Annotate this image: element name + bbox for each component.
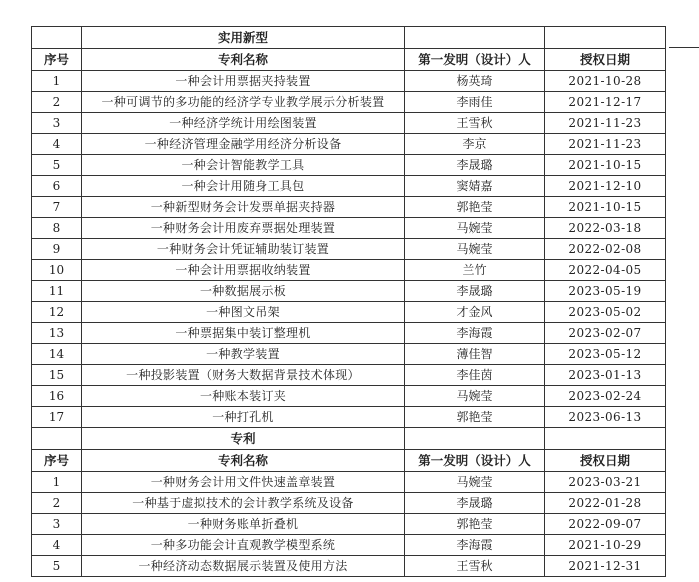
section-blank-cell: [32, 27, 82, 49]
cell-name: 一种数据展示板: [82, 281, 405, 302]
cell-no: 13: [32, 323, 82, 344]
cell-inventor: 李海霞: [405, 535, 545, 556]
table-row: [32, 365, 666, 386]
cell-name: 一种会计用票据夹持装置: [82, 71, 405, 92]
table-row: [32, 493, 666, 514]
cell-no: 9: [32, 239, 82, 260]
cell-name: 一种财务会计用文件快速盖章装置: [82, 472, 405, 493]
cell-no: 4: [32, 535, 82, 556]
section-title-row: [32, 428, 666, 450]
cell-no: 2: [32, 92, 82, 113]
cell-date: 2021-11-23: [545, 134, 666, 155]
cell-name: 一种经济动态数据展示装置及使用方法: [82, 556, 405, 577]
cell-inventor: 李晟璐: [405, 493, 545, 514]
cell-date: 2023-06-13: [545, 407, 666, 428]
column-header-date: 授权日期: [545, 450, 666, 472]
cell-no: 3: [32, 514, 82, 535]
cell-inventor: 李雨佳: [405, 92, 545, 113]
cell-date: 2023-05-02: [545, 302, 666, 323]
cell-no: 12: [32, 302, 82, 323]
cell-name: 一种会计智能教学工具: [82, 155, 405, 176]
cell-no: 7: [32, 197, 82, 218]
cell-no: 15: [32, 365, 82, 386]
cell-date: 2023-05-12: [545, 344, 666, 365]
cell-name: 一种经济学统计用绘图装置: [82, 113, 405, 134]
table-row: [32, 386, 666, 407]
cell-inventor: 马婉莹: [405, 239, 545, 260]
cell-date: 2023-03-21: [545, 472, 666, 493]
cell-name: 一种会计用票据收纳装置: [82, 260, 405, 281]
cell-name: 一种多功能会计直观教学模型系统: [82, 535, 405, 556]
cell-date: 2021-12-10: [545, 176, 666, 197]
patent-table-body: [32, 27, 666, 577]
column-header-no: 序号: [32, 49, 82, 71]
section-blank-cell: [32, 428, 82, 450]
cell-name: 一种图文吊架: [82, 302, 405, 323]
cell-no: 14: [32, 344, 82, 365]
table-row: [32, 113, 666, 134]
cell-date: 2023-02-24: [545, 386, 666, 407]
table-row: [32, 302, 666, 323]
cell-name: 一种教学装置: [82, 344, 405, 365]
cell-date: 2022-01-28: [545, 493, 666, 514]
cell-no: 1: [32, 71, 82, 92]
cell-date: 2022-04-05: [545, 260, 666, 281]
table-row: [32, 134, 666, 155]
cell-date: 2023-02-07: [545, 323, 666, 344]
cell-inventor: 马婉莹: [405, 386, 545, 407]
cell-date: 2021-10-29: [545, 535, 666, 556]
cell-name: 一种投影装置（财务大数据背景技术体现）: [82, 365, 405, 386]
section-title-row: [32, 27, 666, 49]
section-title: 专利: [82, 428, 405, 450]
cell-no: 5: [32, 155, 82, 176]
patent-table: [31, 26, 666, 577]
column-header-inventor: 第一发明（设计）人: [405, 49, 545, 71]
table-row: [32, 535, 666, 556]
cell-name: 一种会计用随身工具包: [82, 176, 405, 197]
cell-date: 2022-09-07: [545, 514, 666, 535]
cell-no: 1: [32, 472, 82, 493]
cell-date: 2021-12-17: [545, 92, 666, 113]
cell-name: 一种经济管理金融学用经济分析设备: [82, 134, 405, 155]
cell-no: 4: [32, 134, 82, 155]
cell-name: 一种新型财务会计发票单据夹持器: [82, 197, 405, 218]
cell-name: 一种财务账单折叠机: [82, 514, 405, 535]
cell-inventor: 兰竹: [405, 260, 545, 281]
table-row: [32, 218, 666, 239]
cell-inventor: 李京: [405, 134, 545, 155]
cell-inventor: 郭艳莹: [405, 514, 545, 535]
column-header-no: 序号: [32, 450, 82, 472]
cell-date: 2021-10-28: [545, 71, 666, 92]
cell-date: 2021-12-31: [545, 556, 666, 577]
cell-inventor: 郭艳莹: [405, 407, 545, 428]
cell-date: 2023-01-13: [545, 365, 666, 386]
cell-no: 5: [32, 556, 82, 577]
cell-inventor: 李晟璐: [405, 281, 545, 302]
cell-no: 8: [32, 218, 82, 239]
cell-inventor: 王雪秋: [405, 556, 545, 577]
cell-date: 2021-11-23: [545, 113, 666, 134]
section-blank-cell: [405, 27, 545, 49]
table-header-row: [32, 450, 666, 472]
table-row: [32, 176, 666, 197]
cell-date: 2022-02-08: [545, 239, 666, 260]
table-row: [32, 239, 666, 260]
column-header-date: 授权日期: [545, 49, 666, 71]
cell-name: 一种财务会计用废弃票据处理装置: [82, 218, 405, 239]
side-rule-line: [669, 47, 699, 48]
table-row: [32, 71, 666, 92]
column-header-name: 专利名称: [82, 49, 405, 71]
cell-name: 一种票据集中装订整理机: [82, 323, 405, 344]
table-row: [32, 260, 666, 281]
cell-inventor: 李晟璐: [405, 155, 545, 176]
cell-no: 2: [32, 493, 82, 514]
cell-inventor: 窦婧嘉: [405, 176, 545, 197]
cell-date: 2022-03-18: [545, 218, 666, 239]
cell-inventor: 马婉莹: [405, 218, 545, 239]
cell-name: 一种打孔机: [82, 407, 405, 428]
section-blank-cell: [405, 428, 545, 450]
cell-inventor: 郭艳莹: [405, 197, 545, 218]
section-blank-cell: [545, 428, 666, 450]
cell-inventor: 王雪秋: [405, 113, 545, 134]
table-row: [32, 155, 666, 176]
cell-name: 一种账本装订夹: [82, 386, 405, 407]
column-header-inventor: 第一发明（设计）人: [405, 450, 545, 472]
cell-inventor: 薄佳智: [405, 344, 545, 365]
table-row: [32, 514, 666, 535]
cell-inventor: 才金风: [405, 302, 545, 323]
cell-inventor: 李海霞: [405, 323, 545, 344]
cell-no: 6: [32, 176, 82, 197]
cell-no: 10: [32, 260, 82, 281]
cell-name: 一种财务会计凭证辅助装订装置: [82, 239, 405, 260]
cell-date: 2021-10-15: [545, 197, 666, 218]
cell-no: 16: [32, 386, 82, 407]
table-row: [32, 407, 666, 428]
table-row: [32, 323, 666, 344]
cell-date: 2021-10-15: [545, 155, 666, 176]
table-header-row: [32, 49, 666, 71]
table-row: [32, 344, 666, 365]
section-title: 实用新型: [82, 27, 405, 49]
section-blank-cell: [545, 27, 666, 49]
cell-inventor: 马婉莹: [405, 472, 545, 493]
table-row: [32, 281, 666, 302]
table-row: [32, 556, 666, 577]
column-header-name: 专利名称: [82, 450, 405, 472]
cell-inventor: 李佳茵: [405, 365, 545, 386]
cell-name: 一种可调节的多功能的经济学专业教学展示分析装置: [82, 92, 405, 113]
cell-date: 2023-05-19: [545, 281, 666, 302]
cell-no: 17: [32, 407, 82, 428]
cell-inventor: 杨英琦: [405, 71, 545, 92]
table-row: [32, 92, 666, 113]
table-row: [32, 197, 666, 218]
cell-name: 一种基于虚拟技术的会计教学系统及设备: [82, 493, 405, 514]
cell-no: 11: [32, 281, 82, 302]
table-row: [32, 472, 666, 493]
cell-no: 3: [32, 113, 82, 134]
